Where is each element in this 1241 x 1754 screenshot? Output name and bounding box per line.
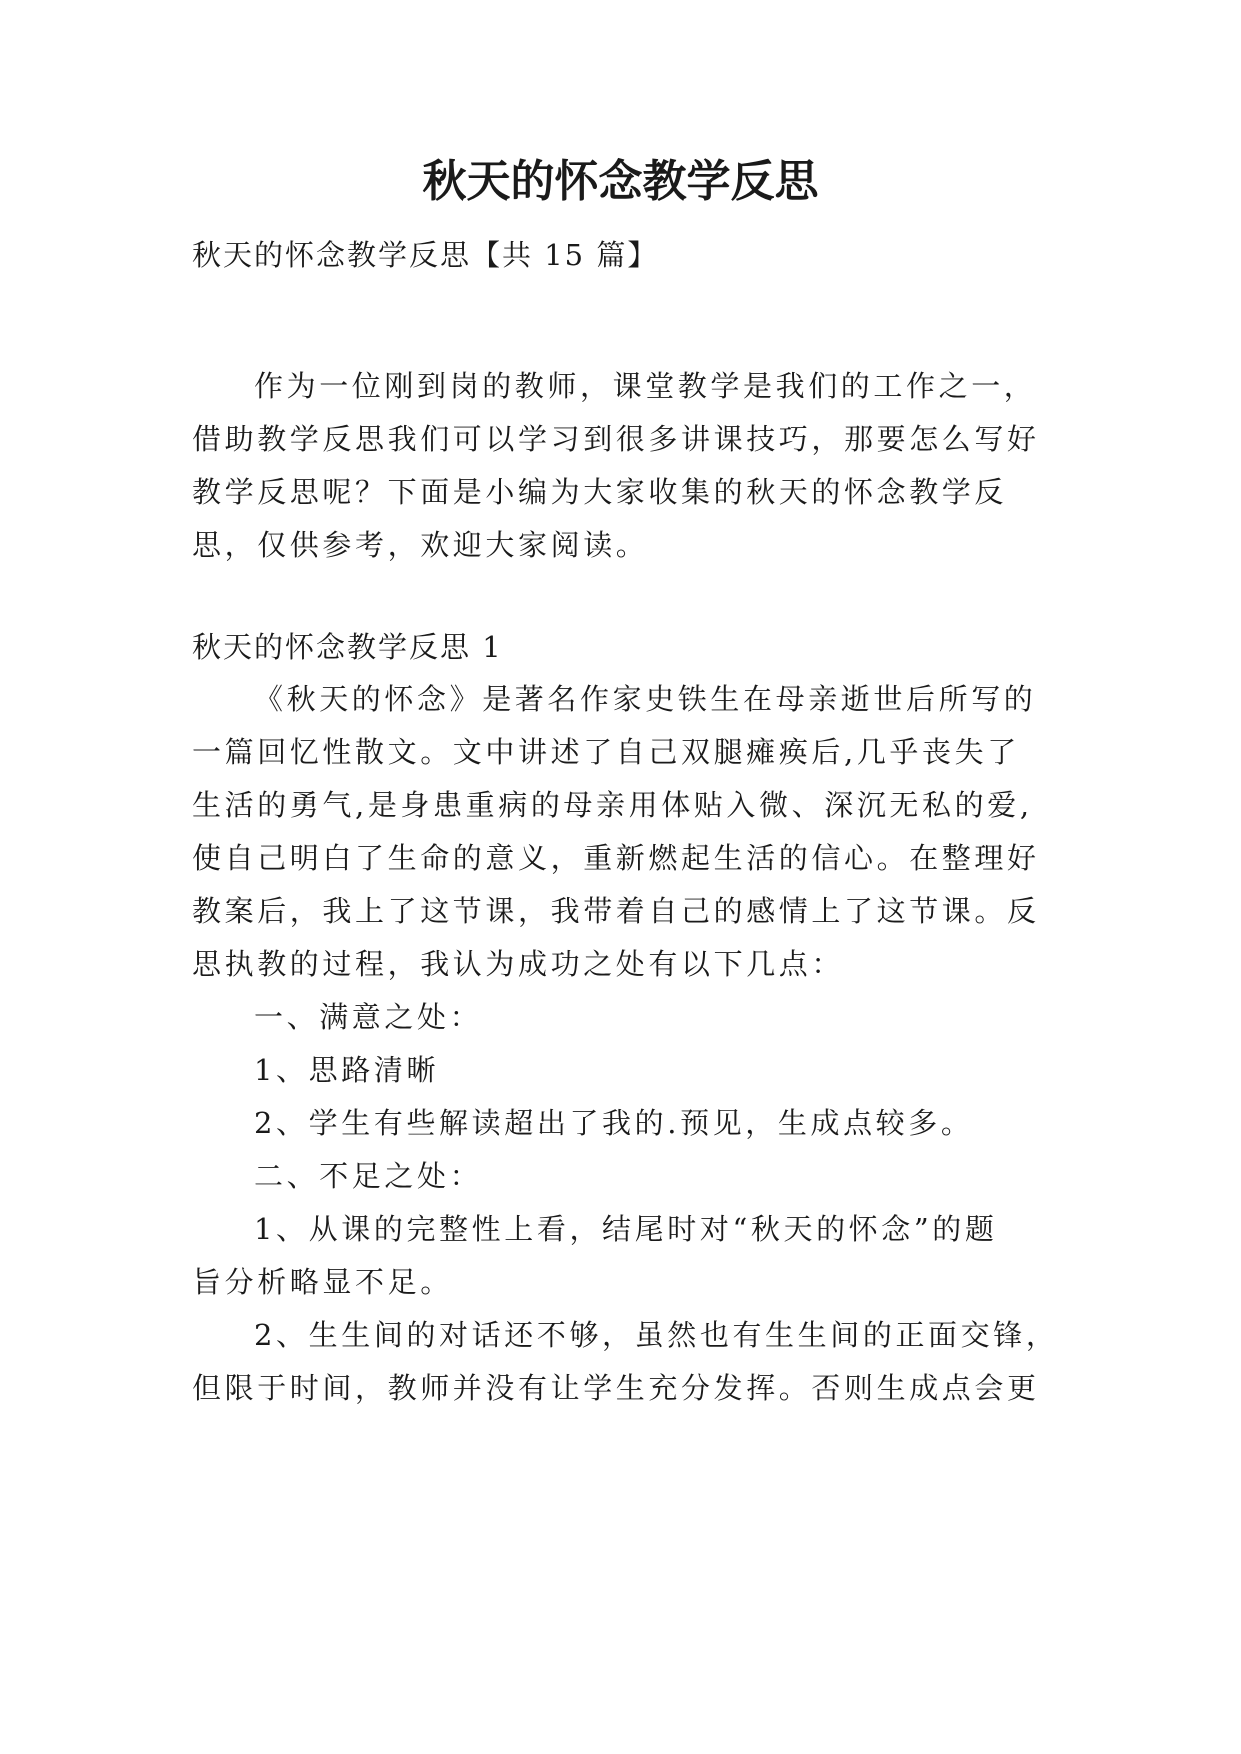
- body-line: 一、满意之处：: [254, 1000, 483, 1034]
- intro-line: 借助教学反思我们可以学习到很多讲课技巧，那要怎么写好: [192, 422, 1040, 456]
- document-subtitle: 秋天的怀念教学反思【共 15 篇】: [192, 238, 659, 272]
- body-line: 二、不足之处：: [254, 1159, 483, 1193]
- section-heading: 秋天的怀念教学反思 1: [192, 630, 503, 664]
- body-line: 一篇回忆性散文。文中讲述了自己双腿瘫痪后,几乎丧失了: [192, 735, 1020, 769]
- intro-line: 教学反思呢？下面是小编为大家收集的秋天的怀念教学反: [192, 475, 1008, 509]
- intro-line: 作为一位刚到岗的教师，课堂教学是我们的工作之一，: [254, 369, 1037, 403]
- body-line: 1、思路清晰: [254, 1053, 440, 1087]
- body-line: 1、从课的完整性上看，结尾时对“秋天的怀念”的题: [254, 1212, 998, 1246]
- body-line: 使自己明白了生命的意义，重新燃起生活的信心。在整理好: [192, 841, 1040, 875]
- body-line: 旨分析略显不足。: [192, 1265, 453, 1299]
- body-line: 思执教的过程，我认为成功之处有以下几点：: [192, 947, 845, 981]
- body-line: 《秋天的怀念》是著名作家史铁生在母亲逝世后所写的: [254, 682, 1037, 716]
- document-title: 秋天的怀念教学反思: [422, 156, 819, 207]
- body-line: 生活的勇气,是身患重病的母亲用体贴入微、深沉无私的爱,: [192, 788, 1033, 822]
- body-line: 教案后，我上了这节课，我带着自己的感情上了这节课。反: [192, 894, 1040, 928]
- body-line: 2、学生有些解读超出了我的.预见，生成点较多。: [254, 1106, 974, 1140]
- body-line: 但限于时间，教师并没有让学生充分发挥。否则生成点会更: [192, 1371, 1040, 1405]
- intro-line: 思，仅供参考，欢迎大家阅读。: [192, 528, 649, 562]
- body-line: 2、生生间的对话还不够，虽然也有生生间的正面交锋，: [254, 1318, 1059, 1352]
